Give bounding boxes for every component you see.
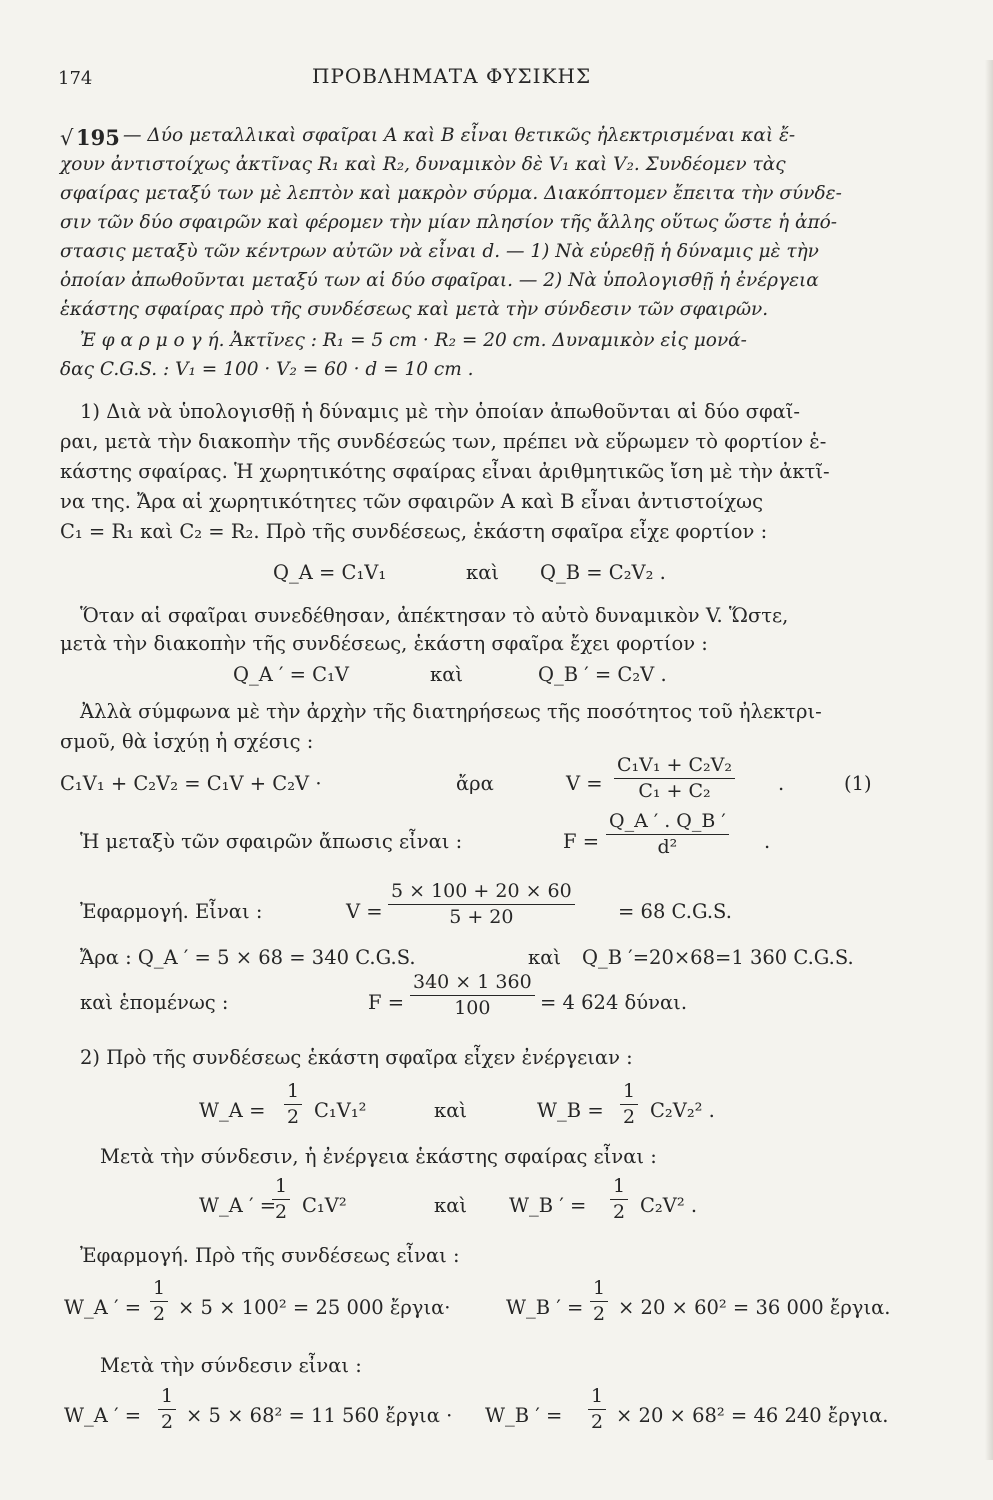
- force-text: Ἡ μεταξὺ τῶν σφαιρῶν ἄπωσις εἶναι :: [80, 830, 463, 853]
- fraction-half: 1 2: [590, 1279, 608, 1324]
- running-title: ΠΡΟΒΛΗΜΑΤΑ ΦΥΣΙΚΗΣ: [312, 64, 592, 88]
- app-f-lhs: F =: [368, 991, 405, 1014]
- after-line: Μετὰ τὴν σύνδεσιν, ἡ ἐνέργεια ἑκάστης σφαίρας εἶναι :: [100, 1145, 657, 1168]
- app-v-lhs: V =: [346, 900, 383, 923]
- app-f-result: = 4 624 δύναι.: [540, 991, 688, 1014]
- problem-number: 195: [76, 125, 120, 150]
- force-lhs: F =: [563, 830, 600, 853]
- fraction-half: 1 2: [620, 1082, 638, 1127]
- force-dot: .: [764, 830, 771, 853]
- wb-before: W_B =: [537, 1099, 604, 1122]
- fraction-half: 1 2: [588, 1387, 606, 1432]
- fraction-app-v: [388, 882, 575, 927]
- app-f-label: καὶ ἑπομένως :: [80, 991, 229, 1014]
- check-mark: √: [60, 126, 74, 150]
- problem-line-1: — Δύο μεταλλικαὶ σφαῖραι A καὶ B εἶναι θετικῶς ἠλεκτρισμέναι καὶ ἔ-: [123, 125, 796, 146]
- solution-line-1: 1) Διὰ νὰ ὑπολογισθῇ ἡ δύναμις μὲ τὴν ὁποίαν ἀπωθοῦνται αἱ δύο σφαῖ-: [80, 400, 801, 423]
- app-wb-after-rest: × 20 × 68² = 46 240 ἔργια.: [616, 1404, 889, 1427]
- app-wa-before-rest: × 5 × 100² = 25 000 ἔργια·: [178, 1296, 451, 1319]
- eq-qb-after: Q_B ′ = C₂V .: [538, 663, 667, 686]
- eq-and: καὶ: [434, 1099, 468, 1122]
- wb-after: W_B ′ =: [509, 1194, 587, 1217]
- eq-conservation-left: C₁V₁ + C₂V₂ = C₁V + C₂V ·: [60, 772, 322, 795]
- wa-after: W_A ′ =: [199, 1194, 277, 1217]
- wa-before: W_A =: [199, 1099, 266, 1122]
- fraction-half: 1 2: [272, 1177, 290, 1222]
- problem-line-2: χουν ἀντιστοίχως ἀκτῖνας R₁ καὶ R₂, δυναμικὸν δὲ V₁ καὶ V₂. Συνδέομεν τὰς: [60, 154, 786, 175]
- fraction-numerator: 340 × 1 360: [413, 971, 532, 993]
- problem-line-3: σφαίρας μεταξύ των μὲ λεπτὸν καὶ μακρὸν σύρμα. Διακόπτομεν ἔπειτα τὴν σύνδε-: [60, 183, 842, 204]
- problem-line-6: ὁποίαν ἀπωθοῦνται μεταξύ των αἱ δύο σφαῖραι. — 2) Νὰ ὑπολογισθῇ ἡ ἐνέργεια: [60, 270, 819, 291]
- app-v-label: Ἐφαρμογή. Εἶναι :: [80, 900, 263, 923]
- app-wa-after-rest: × 5 × 68² = 11 560 ἔργια ·: [186, 1404, 453, 1427]
- fraction-numerator: 5 × 100 + 20 × 60: [391, 880, 572, 902]
- after-connect-line-1: Ὅταν αἱ σφαῖραι συνεδέθησαν, ἀπέκτησαν τὸ αὐτὸ δυναμικὸν V. Ὥστε,: [80, 604, 789, 627]
- wb-before-rest: C₂V₂² .: [650, 1099, 715, 1122]
- eq-qa-after: Q_A ′ = C₁V: [233, 663, 350, 686]
- fraction-numerator: C₁V₁ + C₂V₂: [617, 754, 732, 776]
- fraction-denominator: d²: [657, 836, 678, 858]
- eq-ara: ἄρα: [456, 772, 494, 795]
- eq-dot: .: [778, 772, 785, 795]
- fraction-half: 1 2: [610, 1177, 628, 1222]
- solution-line-4: να της. Ἄρα αἱ χωρητικότητες τῶν σφαιρῶν A καὶ B εἶναι ἀντιστοίχως: [60, 490, 764, 513]
- fraction-half: 1 2: [158, 1387, 176, 1432]
- after-connect-line-2: μετὰ τὴν διακοπὴν τῆς συνδέσεως, ἑκάστη σφαῖρα ἔχει φορτίον :: [60, 632, 708, 655]
- page-edge-shadow: [985, 60, 993, 1460]
- wa-after-rest: C₁V²: [302, 1194, 347, 1217]
- eq-and: καὶ: [434, 1194, 468, 1217]
- app-after-label: Μετὰ τὴν σύνδεσιν εἶναι :: [100, 1354, 362, 1377]
- fraction-denominator: C₁ + C₂: [638, 780, 711, 802]
- app-wb-before: W_B ′ =: [506, 1296, 584, 1319]
- app-wa-before: W_A ′ =: [64, 1296, 142, 1319]
- app-v-result: = 68 C.G.S.: [618, 900, 732, 923]
- part2-line: 2) Πρὸ τῆς συνδέσεως ἑκάστη σφαῖρα εἶχεν ἐνέργειαν :: [80, 1046, 633, 1069]
- application-line-2: δας C.G.S. : V₁ = 100 · V₂ = 60 · d = 10 cm .: [60, 359, 474, 380]
- problem-line-7: ἑκάστης σφαίρας πρὸ τῆς συνδέσεως καὶ μετὰ τὴν σύνδεσιν τῶν σφαιρῶν.: [60, 299, 769, 320]
- eq-qa-before: Q_A = C₁V₁: [273, 561, 387, 584]
- conservation-line-2: σμοῦ, θὰ ἰσχύῃ ἡ σχέσις :: [60, 730, 314, 753]
- eq-v-lhs: V =: [566, 772, 603, 795]
- app-q-left: Ἄρα : Q_A ′ = 5 × 68 = 340 C.G.S.: [80, 946, 416, 969]
- fraction-denominator: 100: [454, 997, 491, 1019]
- eq-and: καὶ: [430, 663, 464, 686]
- eq-and: καὶ: [466, 561, 500, 584]
- eq-tag: (1): [844, 772, 872, 795]
- fraction-force: [606, 812, 729, 857]
- page-number: 174: [58, 68, 93, 89]
- fraction-half: 1 2: [150, 1279, 168, 1324]
- fraction-numerator: Q_A ′ . Q_B ′: [609, 810, 726, 832]
- app-wb-before-rest: × 20 × 60² = 36 000 ἔργια.: [618, 1296, 891, 1319]
- fraction-half: 1 2: [284, 1082, 302, 1127]
- solution-line-3: κάστης σφαίρας. Ἡ χωρητικότης σφαίρας εἶναι ἀριθμητικῶς ἴση μὲ τὴν ἀκτῖ-: [60, 460, 830, 483]
- problem-line-4: σιν τῶν δύο σφαιρῶν καὶ φέρομεν τὴν μίαν πλησίον τῆς ἄλλης οὕτως ὥστε ἡ ἀπό-: [60, 212, 837, 233]
- wb-after-rest: C₂V² .: [640, 1194, 698, 1217]
- app-before-label: Ἐφαρμογή. Πρὸ τῆς συνδέσεως εἶναι :: [80, 1244, 460, 1267]
- app-q-right: Q_B ′=20×68=1 360 C.G.S.: [582, 946, 854, 969]
- conservation-line-1: Ἀλλὰ σύμφωνα μὲ τὴν ἀρχὴν τῆς διατηρήσεως τῆς ποσότητος τοῦ ἠλεκτρι-: [80, 700, 822, 723]
- app-wa-after: W_A ′ =: [64, 1404, 142, 1427]
- problem-line-5: στασις μεταξὺ τῶν κέντρων αὐτῶν νὰ εἶναι d. — 1) Νὰ εὑρεθῇ ἡ δύναμις μὲ τὴν: [60, 241, 819, 262]
- solution-line-2: ραι, μετὰ τὴν διακοπὴν τῆς συνδέσεώς των, πρέπει νὰ εὕρωμεν τὸ φορτίον ἑ-: [60, 430, 827, 453]
- application-line-1: Ἐ φ α ρ μ ο γ ή. Ἀκτῖνες : R₁ = 5 cm · R₂ = 20 cm. Δυναμικὸν εἰς μονά-: [80, 330, 747, 351]
- fraction-denominator: 5 + 20: [449, 906, 514, 928]
- app-q-and: καὶ: [528, 946, 562, 969]
- app-wb-after: W_B ′ =: [485, 1404, 563, 1427]
- wa-before-rest: C₁V₁²: [314, 1099, 367, 1122]
- fraction-v: [614, 756, 735, 801]
- fraction-app-f: [410, 973, 535, 1018]
- solution-line-5: C₁ = R₁ καὶ C₂ = R₂. Πρὸ τῆς συνδέσεως, ἑκάστη σφαῖρα εἶχε φορτίον :: [60, 520, 768, 543]
- eq-qb-before: Q_B = C₂V₂ .: [540, 561, 666, 584]
